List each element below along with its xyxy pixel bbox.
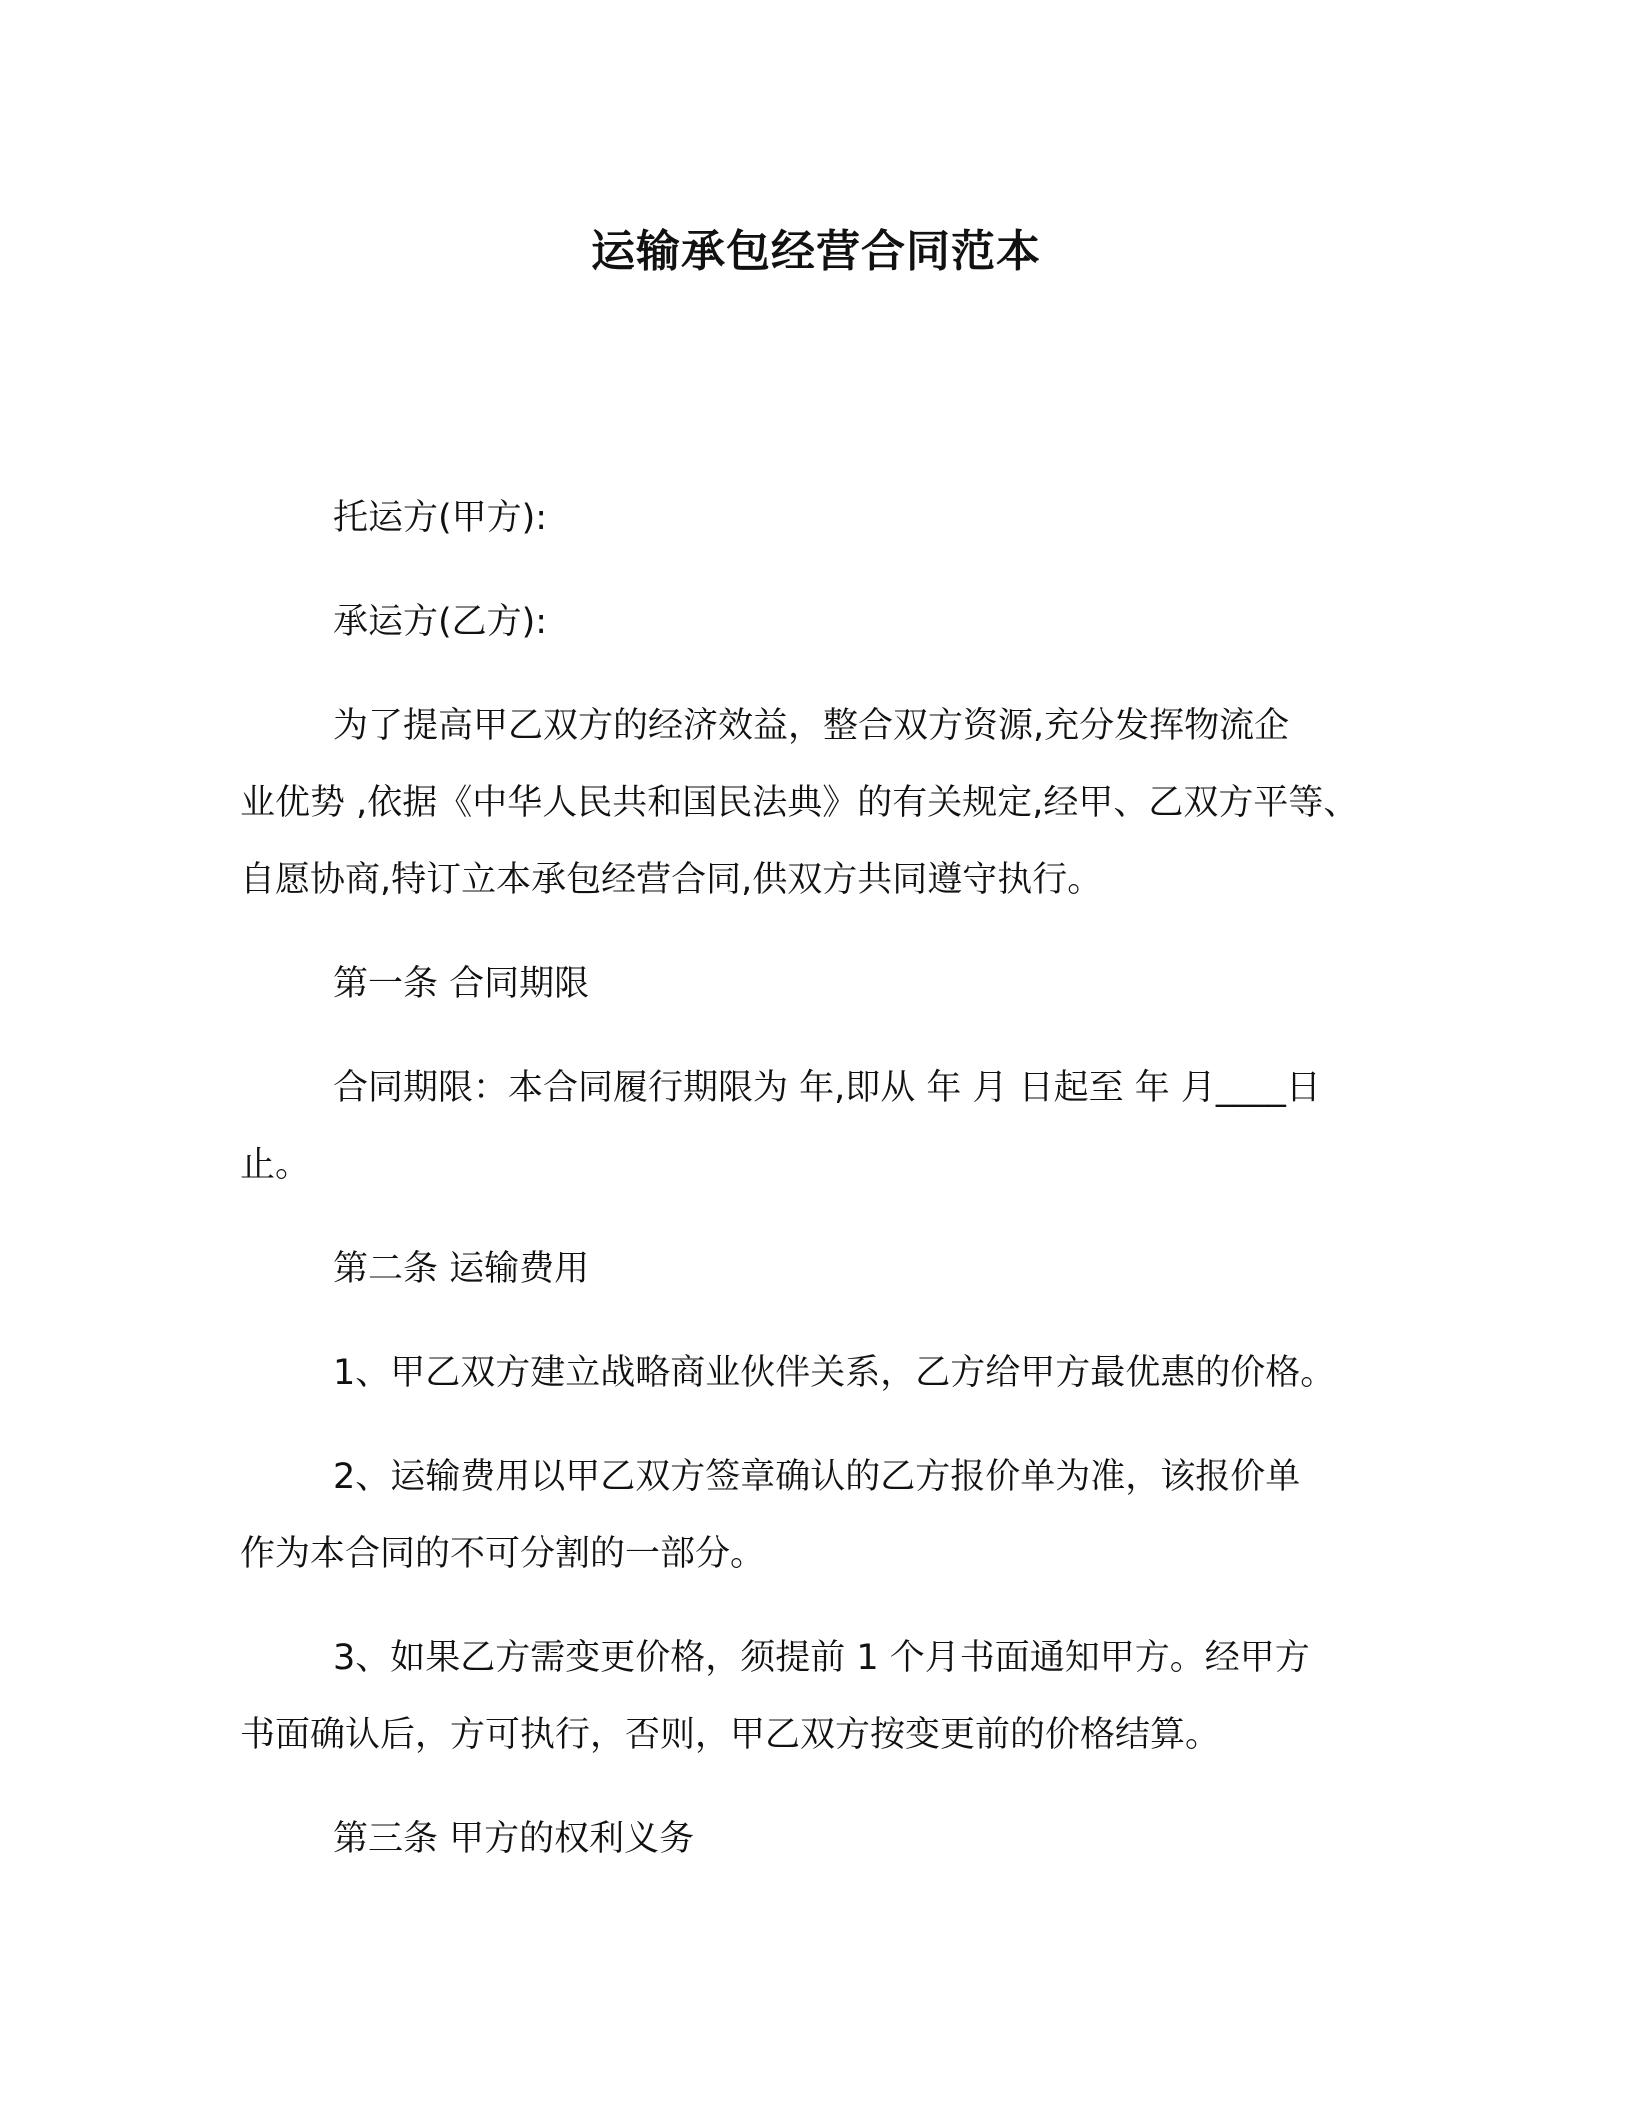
article-2-item-1: 1、甲乙双方建立战略商业伙伴关系，乙方给甲方最优惠的价格。 [333,1353,1336,1393]
carrier-line: 承运方(乙方): [333,602,548,642]
preamble-line-3: 自愿协商,特订立本承包经营合同,供双方共同遵守执行。 [240,860,1103,900]
article-3-heading: 第三条 甲方的权利义务 [333,1819,695,1859]
preamble-line-1: 为了提高甲乙双方的经济效益，整合双方资源,充分发挥物流企 [333,706,1290,746]
article-1-text-line-2: 止。 [240,1145,311,1185]
article-1-text-line-1: 合同期限：本合同履行期限为 年,即从 年 月 日起至 年 月____日 [333,1068,1321,1108]
article-2-item-3-line-1: 3、如果乙方需变更价格，须提前 1 个月书面通知甲方。经甲方 [333,1638,1310,1678]
article-1-heading: 第一条 合同期限 [333,964,590,1004]
shipper-line: 托运方(甲方): [333,498,548,538]
article-2-heading: 第二条 运输费用 [333,1249,590,1289]
article-2-item-3-line-2: 书面确认后，方可执行，否则，甲乙双方按变更前的价格结算。 [240,1715,1221,1755]
article-2-item-2-line-1: 2、运输费用以甲乙双方签章确认的乙方报价单为准，该报价单 [333,1457,1301,1497]
preamble-line-2: 业优势 ,依据《中华人民共和国民法典》的有关规定,经甲、乙双方平等、 [240,783,1359,823]
article-2-item-2-line-2: 作为本合同的不可分割的一部分。 [240,1534,766,1574]
document-title: 运输承包经营合同范本 [591,226,1041,277]
